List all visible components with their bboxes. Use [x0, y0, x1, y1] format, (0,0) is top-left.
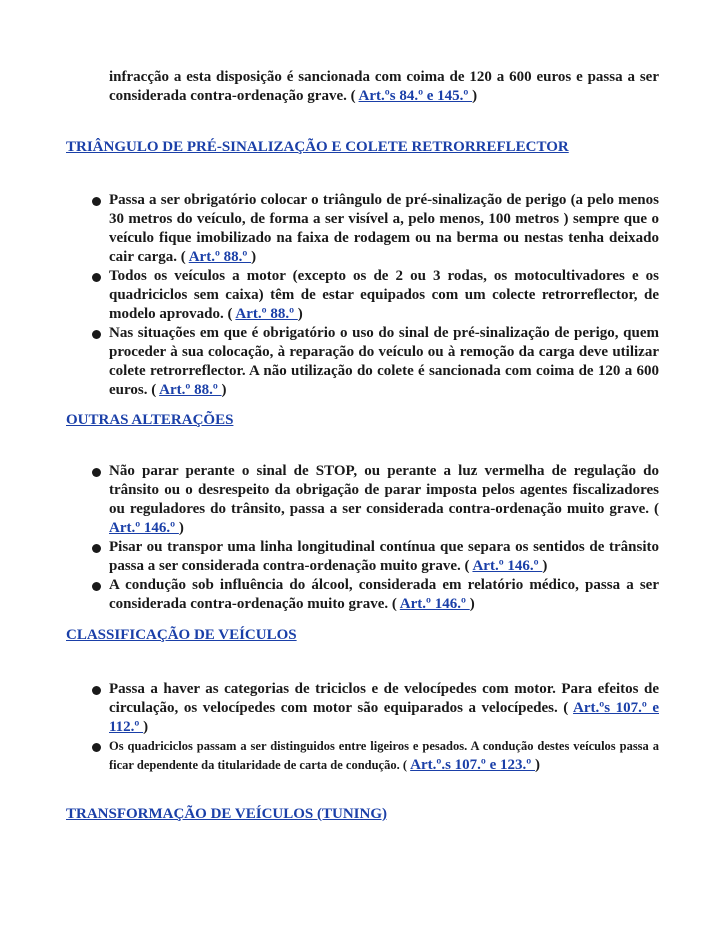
bullet-icon [92, 686, 101, 695]
bullet-list-classificacao [0, 680, 728, 775]
article-link[interactable]: Art.º 146.º [399, 596, 470, 612]
list-item-close: ) [469, 596, 475, 612]
intro-article-link[interactable]: Art.ºs 84.º e 145.º [358, 88, 473, 104]
bullet-icon [92, 582, 101, 591]
section-heading-classificacao[interactable]: CLASSIFICAÇÃO DE VEÍCULOS [66, 627, 297, 643]
list-item-close: ) [143, 719, 149, 735]
section-heading-outras-alteracoes[interactable]: OUTRAS ALTERAÇÕES [66, 412, 234, 428]
intro-paragraph [109, 68, 659, 106]
list-item-close: ) [251, 249, 257, 265]
list-item-close: ) [542, 558, 548, 574]
intro-text: infracção a esta disposição é sancionada com coima de 120 a 600 euros e passa a ser considerada contra-ordenação grave. ( [109, 69, 659, 104]
list-item-text: Passa a haver as categorias de triciclos e de velocípedes com motor. Para efeitos de circulação, os velocípedes com motor são equiparados a velocípedes. ( [109, 681, 659, 716]
list-item-close: ) [297, 306, 303, 322]
list-item [0, 462, 659, 538]
article-link[interactable]: Art.º.s 107.º e 123.º [410, 757, 535, 773]
bullet-icon [92, 743, 101, 752]
bullet-icon [92, 468, 101, 477]
list-item-text: Os quadriciclos passam a ser distinguidos entre ligeiros e pesados. A condução destes veículos passa a ficar dependente da titularidade de carta de condução. ( [109, 739, 659, 772]
article-link[interactable]: Art.º 88.º [188, 249, 252, 265]
list-item [0, 538, 659, 576]
list-item-text: Todos os veículos a motor (excepto os de 2 ou 3 rodas, os motocultivadores e os quadriciclos sem caixa) têm de estar equipados com um colecte retrorreflector, de modelo aprovado. ( [109, 268, 659, 322]
list-item-text: Não parar perante o sinal de STOP, ou perante a luz vermelha de regulação do trânsito ou o desrespeito da obrigação de parar imposta pelos agentes fiscalizadores ou reguladores do trânsito, passa a ser considerada contra-ordenação muito grave. ( [109, 463, 659, 517]
list-item [0, 680, 659, 737]
section-heading-tuning[interactable]: TRANSFORMAÇÃO DE VEÍCULOS (TUNING) [66, 806, 387, 822]
article-link[interactable]: Art.ºs 107.º e 112.º [109, 700, 660, 735]
bullet-list-outras-alteracoes [0, 462, 728, 614]
article-link[interactable]: Art.º 146.º [472, 558, 543, 574]
intro-close: ) [472, 88, 478, 104]
list-item-text: A condução sob influência do álcool, considerada em relatório médico, passa a ser considerada contra-ordenação muito grave. ( [109, 577, 659, 612]
list-item [0, 737, 659, 775]
list-item-close: ) [535, 757, 540, 773]
list-item-close: ) [221, 382, 227, 398]
section-heading-triangulo[interactable]: TRIÂNGULO DE PRÉ-SINALIZAÇÃO E COLETE RETRORREFLECTOR [66, 139, 569, 155]
list-item [0, 267, 659, 324]
list-item [0, 324, 659, 400]
list-item [0, 191, 659, 267]
bullet-icon [92, 330, 101, 339]
bullet-icon [92, 273, 101, 282]
article-link[interactable]: Art.º 88.º [159, 382, 222, 398]
bullet-icon [92, 544, 101, 553]
list-item [0, 576, 659, 614]
article-link[interactable]: Art.º 146.º [109, 520, 179, 536]
list-item-text: Pisar ou transpor uma linha longitudinal contínua que separa os sentidos de trânsito passa a ser considerada contra-ordenação muito grave. ( [109, 539, 659, 574]
list-item-close: ) [178, 520, 184, 536]
bullet-list-triangulo [0, 191, 728, 400]
list-item-text: Nas situações em que é obrigatório o uso do sinal de pré-sinalização de perigo, quem proceder à sua colocação, à reparação do veículo ou à remoção da carga deve utilizar colete retrorreflector. A não utilização do colete é sancionada com coima de 120 a 600 euros. ( [109, 325, 659, 398]
bullet-icon [92, 197, 101, 206]
list-item-text: Passa a ser obrigatório colocar o triângulo de pré-sinalização de perigo (a pelo menos 30 metros do veículo, de forma a ser visível a, pelo menos, 100 metros ) sempre que o veículo fique imobilizado na faixa de rodagem ou na berma ou nestas tenha deixado cair carga. ( [109, 192, 659, 265]
article-link[interactable]: Art.º 88.º [235, 306, 298, 322]
